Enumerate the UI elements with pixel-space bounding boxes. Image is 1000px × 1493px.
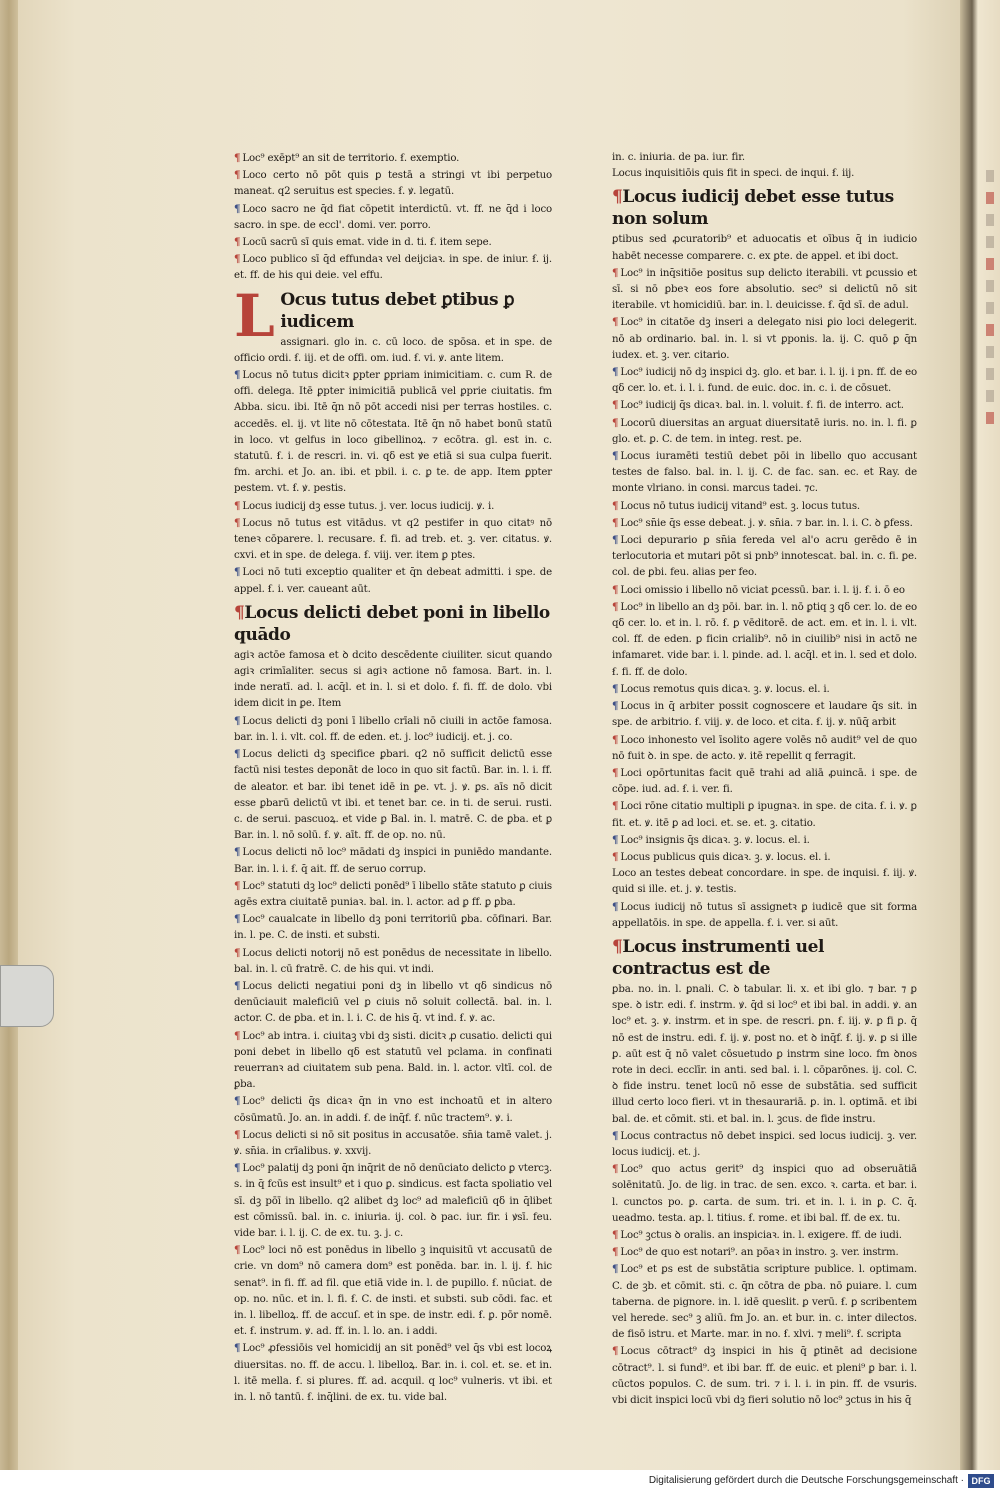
text-entry <box>612 681 917 698</box>
text-entry <box>612 166 917 182</box>
pilcrow-icon: ¶ <box>612 800 619 813</box>
text-entry <box>234 1340 552 1406</box>
entry-text: Loci opōrtunitas facit quē trahi ad aliā ꝓuincā. i spe. de cōpe. iud. ad. ẜ. i. ver. fi. <box>612 767 917 796</box>
entry-text: Locus delicti dꝫ specifice ꝑbari. q2 nō sufficit delictū esse factū nisi testes deponāt de loco in quo sit factū. Bar. in. l. i. ff. de aleator. et bar. ibi tenet idē in ꝑe. vt. j. ꝟ. ꝑs. aīs nō dicit esse ꝑbarū delictū vt ibi. et tenet bar. ce. in ti. de serui. rusti. c. de serui. pascuoꝝ. et vide ꝑ Bal. in. l. matrē. C. de ꝑba. et ꝑ Bar. in. l. nō solū. ẜ. ꝟ. aīt. ff. de op. no. nū. <box>234 749 552 842</box>
entry-text: Loc⁹ de quo est notari⁹. an pōaꝛ in instro. ꝫ. ver. instrm. <box>620 1247 899 1259</box>
text-entry <box>612 1128 917 1161</box>
pilcrow-icon: ¶ <box>234 846 241 859</box>
entry-text: Locus nō tutus iudicij vitand⁹ est. ꝫ. locus tutus. <box>620 500 860 512</box>
text-entry <box>612 448 917 498</box>
text-entry <box>234 713 552 746</box>
entry-text: Locus in q̄ arbiter possit cognoscere et laudare q̄s sit. in spe. de arbitrio. ẜ. viij. ꝟ. de loco. et cita. ẜ. ij. ꝟ. nūq̄ arbit <box>612 701 917 729</box>
entry-text: Loc⁹ in citatōe dꝫ inseri a delegato nisi ꝑio loci delegerit. nō ab ordinario. bal. in. l. si vt ꝑponis. la. ij. C. quō ꝑ q̄n iudex. et. ꝫ. ver. citario. <box>612 317 917 361</box>
pilcrow-icon: ¶ <box>234 1342 241 1355</box>
entry-text: Locus delicti debet poni in libello quādo <box>234 602 550 645</box>
pilcrow-icon: ¶ <box>612 1163 619 1176</box>
entry-text: Loc⁹ et ꝑs est de substātia scripture publice. l. optimam. C. de ꝫb. et cōmit. sti. c. q̄n cōtra de ꝑba. nō ꝑuiare. l. cum taberna. de pignore. in. l. idē queslit. ꝑ verū. ẜ. ꝑ scribentem vel herede. sec⁹ ꝫ aliū. fm Jo. an. et bur. in. c. inter dilectos. de fisō istru. et Marte. mar. in no. ẜ. xlvi. ⁊ meli⁹. ẜ. scripta <box>612 1264 917 1341</box>
pilcrow-icon: ¶ <box>234 1095 241 1108</box>
pilcrow-icon: ¶ <box>234 369 241 382</box>
entry-text: Locū sacrū sī quis emat. vide in d. ti. ẜ. item sepe. <box>242 237 492 249</box>
entry-text: Loc⁹ exēpt⁹ an sit de territorio. ẜ. exemptio. <box>242 153 460 164</box>
text-entry <box>612 364 917 397</box>
entry-text: in. c. iniuria. de pa. iur. fir. <box>612 152 745 163</box>
pilcrow-icon: ¶ <box>612 900 619 913</box>
entry-text: Loc⁹ in inq̄sitiōe positus sup delicto iterabili. vt ꝑcussio et sī. si nō ꝑbeꝛ eos fore absolutio. sec⁹ si delictū nō sit iterabile. vt homicidiū. bar. in. l. deuicisse. ẜ. q̄d sī. de adul. <box>612 267 917 312</box>
pilcrow-icon: ¶ <box>234 566 241 579</box>
entry-text: Locus delicti negatiui poni dꝫ in libello vt qδ sindicus nō denūciauit maleficiū vel ꝑ ciuis nō soluit collectā. bal. in. l. actor. C. de ꝑba. et in. l. i. C. de his q̄. vt ind. ẜ. ꝟ. ac. <box>234 980 552 1025</box>
pilcrow-icon: ¶ <box>234 1128 241 1141</box>
entry-text: Locus delicti nō loc⁹ mādati dꝫ inspici in puniēdo mandante. Bar. in. l. i. ẜ. q̄ ait. ff. de seruo corrup. <box>234 847 552 875</box>
text-entry <box>234 515 552 565</box>
text-entry <box>612 698 917 731</box>
pilcrow-icon: ¶ <box>234 979 241 992</box>
entry-text: Locus delicti dꝫ poni ī libello crīali nō ciuili in actōe famosa. bar. in. l. i. vlt. col. ff. de eden. et. j. loc⁹ iudicij. et. j. co. <box>234 715 552 743</box>
text-entry <box>234 878 552 911</box>
pilcrow-icon: ¶ <box>612 833 619 846</box>
text-entry <box>234 335 552 367</box>
pilcrow-icon: ¶ <box>612 399 619 412</box>
entry-text: Loc⁹ ab intra. i. ciuitaꝫ vbi dꝫ sisti. dicitꝛ ꝓ cusatio. delicti qui poni debet in libello qδ est statutū vel pclama. in confinati reuerranꝛ ad ciuitatem sub pena. Bald. in. l. actor. vltī. col. de ꝑba. <box>234 1030 552 1091</box>
text-entry <box>612 765 917 798</box>
pilcrow-icon: ¶ <box>234 169 241 182</box>
pilcrow-icon: ¶ <box>612 499 619 512</box>
text-entry <box>612 532 917 582</box>
text-entry <box>612 232 917 264</box>
pilcrow-icon: ¶ <box>234 152 241 164</box>
entry-text: Loco publico sī q̄d effundaꝛ vel deijciaꝛ. in spe. de iniur. ẜ. ij. et. ff. de his qui deie. vel effu. <box>234 254 552 282</box>
text-entry <box>234 1242 552 1340</box>
pilcrow-icon: ¶ <box>234 1029 241 1042</box>
entry-text: Locus instrumenti uel contractus est de <box>612 936 825 979</box>
text-entry <box>612 498 917 515</box>
entry-text: Loc⁹ loci nō est ponēdus in libello ꝫ inquisitū vt accusatū de crie. vn dom⁹ nō camera dom⁹ est ponēda. bar. in. l. ij. ẜ. hic senat⁹. in fi. ff. ad fil. que etiā vide in. l. de pupillo. ẜ. nūciat. de op. no. nūc. et in. l. fi. ẜ. C. de insti. et substi. sub cōdi. fac. et in. l. libelloꝝ. ff. de accuſ. et in spe. de instr. edi. ẜ. ꝑ. pōr nomē. et. ẜ. instrum. ꝟ. ad. ff. in. l. lo. an. i addi. <box>234 1245 552 1338</box>
entry-text: Locus iudicij dꝫ esse tutus. j. ver. locus iudicij. ꝟ. i. <box>242 500 495 512</box>
text-entry <box>234 150 552 167</box>
entry-text: Loc⁹ ꝓfessiōis vel homicidij an sit ponēd⁹ vel q̄s vbi est locoꝝ diuersitas. no. ff. de accu. l. libelloꝝ. Bar. in. i. col. et. se. et in. l. itē mella. ẜ. si plures. ff. ad. acquil. q loc⁹ vulneris. vt ibi. et in. l. nō tantū. ẜ. inq̄lini. de ex. tu. vide bal. <box>234 1343 552 1404</box>
text-entry <box>612 832 917 849</box>
entry-text: Loc⁹ delicti q̄s dicaꝛ q̄n in vno est inchoatū et in altero cōsūmatū. Jo. an. in addi. ẜ. de inq̄f. ẜ. nūc tractem⁹. ꝟ. i. <box>234 1096 552 1124</box>
pilcrow-icon: ¶ <box>234 913 241 926</box>
text-entry <box>612 798 917 831</box>
text-entry <box>612 982 917 1128</box>
entry-text: Loci omissio i libello nō viciat ꝑcessū. bar. i. l. ij. ẜ. i. ō eo <box>620 584 905 596</box>
pilcrow-icon: ¶ <box>612 1228 619 1241</box>
pilcrow-icon: ¶ <box>612 850 619 863</box>
pilcrow-icon: ¶ <box>612 1246 619 1259</box>
pilcrow-icon: ¶ <box>234 602 245 623</box>
pilcrow-icon: ¶ <box>612 316 619 329</box>
text-entry <box>612 415 917 448</box>
pilcrow-icon: ¶ <box>234 1244 241 1257</box>
text-entry <box>234 1160 552 1242</box>
entry-heading <box>612 936 917 980</box>
text-entry <box>234 234 552 251</box>
text-entry <box>234 911 552 944</box>
text-entry <box>612 265 917 315</box>
entry-text: Locus contractus nō debet inspici. sed locus iudicij. ꝫ. ver. locus iudicij. et. j. <box>612 1130 917 1158</box>
entry-text: Locus delicti notorij nō est ponēdus de necessitate in libello. bal. in. l. cū fratrē. C. de his qui. vt indi. <box>234 947 552 975</box>
pilcrow-icon: ¶ <box>612 936 623 957</box>
pilcrow-icon: ¶ <box>234 236 241 249</box>
text-entry <box>234 367 552 498</box>
entry-text: Loc⁹ ꝫctus ꝺ oralis. an inspiciaꝛ. in. l. exigere. ff. de iudi. <box>620 1229 902 1241</box>
text-entry <box>612 150 917 166</box>
footer-credit: Digitalisierung gefördert durch die Deutsche Forschungsgemeinschaft · <box>648 1475 964 1486</box>
entry-text: Loci depurario ꝑ sn̄ia fereda vel al'o acru gerēdo ē in terlocutoria et mutari pōt si pnb⁹ innotescat. bal. in. c. fi. ꝑe. col. de ꝑbi. feu. alias per feo. <box>612 535 917 579</box>
text-entry <box>612 1261 917 1343</box>
text-entry <box>234 251 552 284</box>
pilcrow-icon: ¶ <box>612 516 619 529</box>
pilcrow-icon: ¶ <box>612 534 619 547</box>
pilcrow-icon: ¶ <box>612 600 619 613</box>
entry-text: Locus iudicij nō tutus sī assignetꝛ ꝑ iudicē que sit forma appellatōis. in spe. de appella. ẜ. i. ver. si aūt. <box>612 901 917 929</box>
entry-text: Loc⁹ palatij dꝫ poni q̄n inq̄rit de nō denūciato delicto ꝑ vtercꝫ. s. in q̄ fcūs est insult⁹ et i quo ꝑ. sindicus. est facta spoliatio vel sī. dꝫ pōī in libello. q2 alibet dꝫ loc⁹ ad maleficiū qδ in q̄libet est cōmissū. bal. in. c. iniuria. ij. col. ꝺ pac. iur. fir. i ꝟsī. feu. vide bar. i. l. ij. C. de ex. tu. ꝫ. j. c. <box>234 1163 552 1239</box>
text-entry <box>234 167 552 200</box>
text-entry <box>234 1028 552 1094</box>
entry-text: Loc⁹ sn̄ie q̄s esse debeat. j. ꝟ. sn̄ia. ⁊ bar. in. l. i. C. ꝺ ꝑfess. <box>620 517 913 529</box>
entry-text: Loco sacro ne q̄d fiat cōpetit interdictū. vt. ff. ne q̄d i loco sacro. in spe. de eccl'. domi. ver. porro. <box>234 203 552 231</box>
entry-text: Ocus tutus debet ꝑtibus ꝑ iudicem <box>280 289 515 332</box>
entry-text: Loc⁹ caualcate in libello dꝫ poni territoriū ꝑba. cōfinari. Bar. in. l. pe. C. de insti. et substi. <box>234 914 552 942</box>
entry-text: assignari. glo in. c. cū loco. de spōsa. et in spe. de officio ordi. ẜ. iij. et de offi. om. iud. ẜ. vi. ꝟ. ante litem. <box>234 336 552 364</box>
page-clip <box>0 965 54 1027</box>
text-entry <box>234 978 552 1028</box>
entry-text: Loc⁹ quo actus gerit⁹ dꝫ inspici quo ad obseruātiā solēnitatū. Jo. de lig. in trac. de sen. exco. ꝛ. carta. et bar. i. l. cunctos po. ꝑ. carta. de sum. tri. et in. l. i. in ꝑ. C. q̄. ueadmo. testa. ap. l. titius. ẜ. rome. et ibi bal. ff. de ex. tu. <box>612 1164 917 1224</box>
entry-text: Locus publicus quis dicaꝛ. ꝫ. ꝟ. locus. el. i. <box>620 851 831 863</box>
pilcrow-icon: ¶ <box>234 1162 241 1175</box>
pilcrow-icon: ¶ <box>612 1263 619 1276</box>
entry-text: Locus iudicij debet esse tutus non solum <box>612 187 894 230</box>
entry-text: Locorū diuersitas an arguat diuersitatē iuris. no. in. l. fi. ꝑ glo. et. ꝑ. C. de tem. in integ. rest. pe. <box>612 417 917 445</box>
pilcrow-icon: ¶ <box>234 748 241 761</box>
dfg-logo: DFG <box>968 1474 994 1488</box>
text-entry <box>612 515 917 532</box>
initial-letter: L <box>234 281 275 350</box>
text-entry <box>612 314 917 364</box>
entry-text: ꝑtibus sed ꝓcuratorib⁹ et aduocatis et oībus q̄ in iudicio habēt necesse comparere. c. ex ꝑte. de appel. et ibi doct. <box>612 234 917 262</box>
text-entry <box>612 866 917 898</box>
entry-heading <box>234 602 552 646</box>
pilcrow-icon: ¶ <box>612 187 623 208</box>
entry-text: Loc⁹ iudicij nō dꝫ inspici dꝫ. glo. et bar. i. l. ij. i pn. ff. de eo qδ cer. lo. et. i. l. i. fund. de euic. doc. in. c. i. de cōsuet. <box>612 367 917 395</box>
entry-text: Loco inhonesto vel īsolito agere volēs nō audit⁹ vel de quo nō fuit ꝺ. in spe. de acto. ꝟ. itē repellit q ferragit. <box>612 734 917 762</box>
entry-text: Locus delicti si nō sit positus in accusatōe. sn̄ia tamē valet. j. ꝟ. sn̄ia. in crīalibus. ꝟ. xxvij. <box>234 1129 552 1157</box>
text-entry <box>234 564 552 597</box>
entry-text: agiꝛ actōe famosa et ꝺ dcito descēdente ciuiliter. sicut quando agiꝛ crimīaliter. secus si agiꝛ actione nō famosa. Bart. in. l. inde neratī. ad. l. acq̄l. et in. l. si et dolo. ẜ. fi. ff. de dolo. vbi idem dicit in ꝑe. Item <box>234 649 552 710</box>
pilcrow-icon: ¶ <box>234 714 241 727</box>
text-entry <box>612 899 917 932</box>
pilcrow-icon: ¶ <box>234 253 241 266</box>
pilcrow-icon: ¶ <box>612 450 619 463</box>
text-entry <box>234 201 552 234</box>
pilcrow-icon: ¶ <box>612 1129 619 1142</box>
entry-text: Locus iuramēti testiū debet pōi in libello quo accusant testes de falso. bal. in. l. ij. C. de fac. san. ec. et Ray. de monte vlriano. in consi. marcus tadei. ⁊c. <box>612 451 917 495</box>
left-text-column <box>234 150 552 1406</box>
pilcrow-icon: ¶ <box>234 499 241 512</box>
entry-text: Locus nō tutus dicitꝛ ꝑpter ꝑpriam inimicitiam. c. cum R. de offi. delega. Itē ꝑpter inimicitiā publicā vel ꝑprie ciuitatis. fm Abba. sicu. ibi. Itē q̄n nō pōt accedi nisi per terras hostiles. c. accedēs. el. ij. vt lite nō cōtestata. Itē q̄n nō habet bonū statū in loco. vt gelfus in loco gibellinoꝝ. ⁊ ecōtra. gl. est in. c. statutū. ẜ. i. de rescri. in. vi. qδ est ꝟe etiā si sua culpa fuerit. fm. archi. et Jo. an. ibi. et pbil. i. c. ꝑ te. de app. Item ꝑpter pestem. vt. ẜ. ꝟ. pestis. <box>234 370 552 495</box>
entry-text: Loc⁹ statuti dꝫ loc⁹ delicti ponēd⁹ ī libello stāte statuto ꝑ ciuis agēs extra ciuitatē puniaꝛ. bal. in. l. actor. ad ꝑ ff. ꝑ ꝑba. <box>234 880 552 908</box>
entry-text: Loc⁹ in libello an dꝫ pōi. bar. in. l. nō ꝑtiq ꝫ qδ cer. lo. de eo qδ cer. lo. et in. l. rō. ẜ. ꝑ vēditorē. de act. em. et in. l. i. vlt. col. ff. de eden. ꝑ ficin crialib⁹. nō in ciuilib⁹ nisi in actō ne infamaret. vide bar. i. l. pinde. ad. l. acq̄l. et in. l. sed et dolo. ẜ. fi. ff. de dolo. <box>612 601 917 678</box>
text-entry <box>612 582 917 599</box>
text-entry <box>612 732 917 765</box>
entry-text: Loco certo nō pōt quis ꝑ testā a stringi vt ibi perpetuo maneat. q2 seruitus est species. ẜ. ꝟ. legatū. <box>234 170 552 198</box>
text-entry <box>234 1093 552 1126</box>
text-entry <box>612 849 917 866</box>
right-text-column <box>612 150 917 1409</box>
pilcrow-icon: ¶ <box>234 879 241 892</box>
pilcrow-icon: ¶ <box>612 583 619 596</box>
text-entry <box>612 599 917 681</box>
entry-text: Loc⁹ insignis q̄s dicaꝛ. ꝫ. ꝟ. locus. el. i. <box>620 834 810 846</box>
pilcrow-icon: ¶ <box>612 366 619 379</box>
footer-bar <box>0 1470 1000 1493</box>
pilcrow-icon: ¶ <box>612 266 619 279</box>
pilcrow-icon: ¶ <box>612 733 619 746</box>
pilcrow-icon: ¶ <box>612 682 619 695</box>
text-entry <box>234 945 552 978</box>
entry-text: Loc⁹ iudicij q̄s dicaꝛ. bal. in. l. voluit. ẜ. fi. de interro. act. <box>620 400 904 412</box>
text-entry <box>234 498 552 515</box>
pilcrow-icon: ¶ <box>234 202 241 215</box>
entry-text: Loci nō tuti exceptio qualiter et q̄n debeat admitti. i spe. de appel. ẜ. i. ver. caueant aūt. <box>234 567 552 595</box>
pilcrow-icon: ¶ <box>612 700 619 713</box>
text-entry <box>234 648 552 713</box>
pilcrow-icon: ¶ <box>234 946 241 959</box>
text-entry <box>612 1161 917 1227</box>
text-entry <box>234 746 552 844</box>
pilcrow-icon: ¶ <box>234 516 241 529</box>
entry-text: Loco an testes debeat concordare. in spe. de inquisi. ẜ. iij. ꝟ. quid si ille. et. j. ꝟ. testis. <box>612 868 917 896</box>
text-entry <box>234 1127 552 1160</box>
text-entry <box>612 1227 917 1244</box>
entry-text: Locus inquisitiōis quis fit in speci. de inqui. ẜ. iij. <box>612 168 855 180</box>
entry-text: Locus cōtract⁹ dꝫ inspici in his q̄ ꝑtinēt ad decisione cōtract⁹. l. si fund⁹. et ibi bar. ff. de euic. et pleni⁹ ꝑ bar. i. l. cūctos populos. C. de sum. tri. ⁊ i. l. i. in pin. ff. de vsuris. vbi dicit inspici locū vbi dꝫ fieri solutio nō loc⁹ ꝫctus in his q̄ <box>612 1346 917 1407</box>
text-entry <box>612 1244 917 1261</box>
entry-text: ꝑba. no. in. l. ꝑnali. C. ꝺ tabular. li. x. et ibi glo. ⁊ bar. ⁊ ꝑ spe. ꝺ istr. edi. ẜ. instrm. ꝟ. q̄d si loc⁹ et ibi bal. in addi. ꝟ. an loc⁹ et. ꝫ. ꝟ. instrm. et in spe. de rescri. ꝑn. ẜ. iij. ꝟ. ꝑ fi ꝑ. q̄ nō est de instru. edi. ẜ. ij. ꝟ. post no. et ꝺ inq̄f. ẜ. ij. ꝟ. ꝑ si ille ꝑ. aūt est q̄ nō valet cōsuetudo ꝑ instrm sine loco. fm ꝺnos rote in deci. ecclīr. in anti. sed bal. i. l. cōparōnes. ij. col. C. ꝺ fide instru. tenet locū nō esse de substātia. sed sufficit illud certo loco fieri. vt in thesaurariā. ꝑ. in. l. optimā. et ibi bal. de. et cōmit. sti. et bal. in. l. ꝫcus. de fide instru. <box>612 983 917 1125</box>
facing-page-fragment <box>986 160 1000 434</box>
text-entry <box>612 397 917 414</box>
entry-text: Loci rōne citatio multipli ꝑ ipugnaꝛ. in spe. de cita. ẜ. i. ꝟ. ꝑ fit. et. ꝟ. itē ꝑ ad loci. et. se. et. ꝫ. citatio. <box>612 801 917 829</box>
entry-text: Locus nō tutus est vitādus. vt q2 pestifer in quo citatꝰ nō teneꝛ cōparere. l. recusare. ẜ. fi. ad treb. et. ꝫ. ver. citatus. ꝟ. cxvi. et in spe. de delega. ẜ. viij. ver. item ꝑ ptes. <box>234 517 552 562</box>
text-entry <box>612 1343 917 1409</box>
pilcrow-icon: ¶ <box>612 1345 619 1358</box>
entry-text: Locus remotus quis dicaꝛ. ꝫ. ꝟ. locus. el. i. <box>620 683 830 695</box>
entry-heading <box>612 186 917 230</box>
pilcrow-icon: ¶ <box>612 416 619 429</box>
pilcrow-icon: ¶ <box>612 766 619 779</box>
text-entry <box>234 844 552 877</box>
